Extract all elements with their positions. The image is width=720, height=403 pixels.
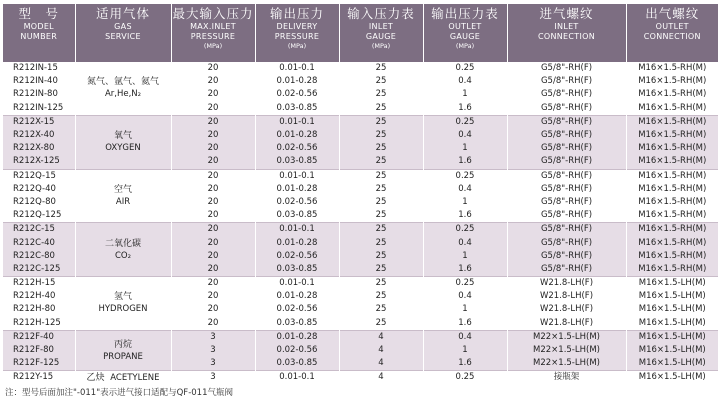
gas-name-zh: 氧气 bbox=[113, 131, 132, 142]
inlet-connection-cell: G5/8"-RH(F) bbox=[507, 250, 626, 263]
gas-name-en: OXYGEN bbox=[105, 143, 141, 154]
model-number-cell: R212H-80 bbox=[3, 303, 75, 316]
delivery-pressure-cell: 0.01-0.28 bbox=[255, 330, 339, 344]
outlet-connection-cell: M16×1.5-LH(M) bbox=[626, 344, 718, 357]
max-inlet-cell: 20 bbox=[171, 223, 255, 237]
delivery-pressure-cell: 0.01-0.1 bbox=[255, 371, 339, 385]
inlet-connection-cell: G5/8"-RH(F) bbox=[507, 102, 626, 116]
max-inlet-cell: 20 bbox=[171, 250, 255, 263]
gas-name-zh: 氮气、氩气、氦气 bbox=[86, 77, 159, 88]
model-number-cell: R212F-125 bbox=[3, 357, 75, 371]
max-inlet-cell: 20 bbox=[171, 142, 255, 155]
max-inlet-cell: 20 bbox=[171, 88, 255, 101]
max-inlet-cell: 20 bbox=[171, 115, 255, 129]
gas-service-cell bbox=[75, 223, 171, 277]
outlet-gauge-cell: 0.25 bbox=[423, 223, 507, 237]
delivery-pressure-cell: 0.01-0.1 bbox=[255, 223, 339, 237]
outlet-gauge-cell: 0.4 bbox=[423, 75, 507, 88]
outlet-gauge-cell: 1.6 bbox=[423, 357, 507, 371]
outlet-gauge-cell: 0.4 bbox=[423, 183, 507, 196]
model-number-cell: R212X-15 bbox=[3, 115, 75, 129]
inlet-gauge-cell: 4 bbox=[339, 344, 423, 357]
outlet-gauge-cell: 0.4 bbox=[423, 236, 507, 249]
delivery-pressure-cell: 0.01-0.1 bbox=[255, 115, 339, 129]
gas-name-zh: 丙烷 bbox=[113, 339, 132, 350]
inlet-connection-cell: G5/8"-RH(F) bbox=[507, 155, 626, 169]
gas-name-en: AIR bbox=[115, 196, 131, 207]
regulator-spec-table bbox=[3, 4, 718, 385]
delivery-pressure-cell: 0.01-0.1 bbox=[255, 169, 339, 183]
model-number-cell: R212Q-80 bbox=[3, 196, 75, 209]
model-number-cell: R212H-125 bbox=[3, 317, 75, 331]
outlet-gauge-cell: 1 bbox=[423, 250, 507, 263]
inlet-gauge-cell: 25 bbox=[339, 129, 423, 142]
outlet-connection-cell: M16×1.5-LH(M) bbox=[626, 330, 718, 344]
delivery-pressure-cell: 0.01-0.28 bbox=[255, 236, 339, 249]
col-header-inlet-connection: 进气螺纹 INLET CONNECTION bbox=[507, 4, 626, 62]
delivery-pressure-cell: 0.01-0.1 bbox=[255, 277, 339, 291]
inlet-connection-cell: W21.8-LH(F) bbox=[507, 290, 626, 303]
max-inlet-cell: 20 bbox=[171, 263, 255, 277]
inlet-connection-cell: 接瓶架 bbox=[507, 371, 626, 385]
inlet-connection-cell: W21.8-LH(F) bbox=[507, 303, 626, 316]
outlet-connection-cell: M16×1.5-RH(M) bbox=[626, 142, 718, 155]
inlet-gauge-cell: 25 bbox=[339, 142, 423, 155]
inlet-gauge-cell: 25 bbox=[339, 155, 423, 169]
col-header-outlet-gauge: 输出压力表 OUTLET GAUGE (MPa) bbox=[423, 4, 507, 62]
outlet-gauge-cell: 1.6 bbox=[423, 263, 507, 277]
max-inlet-cell: 20 bbox=[171, 62, 255, 75]
inlet-connection-cell: M22×1.5-LH(M) bbox=[507, 344, 626, 357]
outlet-gauge-cell: 0.4 bbox=[423, 330, 507, 344]
inlet-connection-cell: G5/8"-RH(F) bbox=[507, 88, 626, 101]
outlet-gauge-cell: 1.6 bbox=[423, 102, 507, 116]
gas-name-zh: 二氧化碳 bbox=[104, 238, 141, 249]
gas-service-cell bbox=[75, 371, 171, 385]
model-number-cell: R212C-125 bbox=[3, 263, 75, 277]
outlet-connection-cell: M16×1.5-LH(M) bbox=[626, 303, 718, 316]
outlet-gauge-cell: 0.25 bbox=[423, 371, 507, 385]
delivery-pressure-cell: 0.01-0.28 bbox=[255, 290, 339, 303]
inlet-connection-cell: G5/8"-RH(F) bbox=[507, 75, 626, 88]
delivery-pressure-cell: 0.03-0.85 bbox=[255, 102, 339, 116]
model-number-cell: R212H-40 bbox=[3, 290, 75, 303]
model-number-cell: R212X-80 bbox=[3, 142, 75, 155]
outlet-connection-cell: M16×1.5-LH(M) bbox=[626, 371, 718, 385]
gas-name-en: ACETYLENE bbox=[110, 372, 160, 383]
gas-name-en: Ar,He,N₂ bbox=[104, 89, 142, 100]
max-inlet-cell: 3 bbox=[171, 371, 255, 385]
model-number-cell: R212X-40 bbox=[3, 129, 75, 142]
outlet-connection-cell: M16×1.5-RH(M) bbox=[626, 250, 718, 263]
gas-service-cell bbox=[75, 169, 171, 223]
max-inlet-cell: 20 bbox=[171, 75, 255, 88]
inlet-gauge-cell: 25 bbox=[339, 250, 423, 263]
footnote: 注：型号后面加注"-011"表示进气接口适配与QF-011气瓶阀 bbox=[5, 388, 233, 398]
inlet-gauge-cell: 25 bbox=[339, 290, 423, 303]
inlet-connection-cell: G5/8"-RH(F) bbox=[507, 263, 626, 277]
outlet-connection-cell: M16×1.5-RH(M) bbox=[626, 115, 718, 129]
inlet-gauge-cell: 25 bbox=[339, 169, 423, 183]
max-inlet-cell: 20 bbox=[171, 129, 255, 142]
max-inlet-cell: 20 bbox=[171, 236, 255, 249]
outlet-connection-cell: M16×1.5-LH(M) bbox=[626, 277, 718, 291]
table-row bbox=[3, 62, 718, 75]
model-number-cell: R212IN-40 bbox=[3, 75, 75, 88]
inlet-gauge-cell: 25 bbox=[339, 317, 423, 331]
inlet-connection-cell: G5/8"-RH(F) bbox=[507, 183, 626, 196]
gas-service-cell bbox=[75, 115, 171, 169]
max-inlet-cell: 20 bbox=[171, 303, 255, 316]
gas-name-en: CO₂ bbox=[114, 250, 132, 261]
delivery-pressure-cell: 0.03-0.85 bbox=[255, 263, 339, 277]
outlet-connection-cell: M16×1.5-RH(M) bbox=[626, 209, 718, 223]
outlet-connection-cell: M16×1.5-RH(M) bbox=[626, 129, 718, 142]
header-row bbox=[3, 4, 718, 62]
max-inlet-cell: 20 bbox=[171, 290, 255, 303]
outlet-connection-cell: M16×1.5-RH(M) bbox=[626, 223, 718, 237]
model-number-cell: R212F-80 bbox=[3, 344, 75, 357]
max-inlet-cell: 20 bbox=[171, 209, 255, 223]
outlet-gauge-cell: 1 bbox=[423, 344, 507, 357]
outlet-connection-cell: M16×1.5-RH(M) bbox=[626, 102, 718, 116]
inlet-connection-cell: G5/8"-RH(F) bbox=[507, 223, 626, 237]
inlet-connection-cell: G5/8"-RH(F) bbox=[507, 196, 626, 209]
outlet-connection-cell: M16×1.5-RH(M) bbox=[626, 236, 718, 249]
inlet-gauge-cell: 25 bbox=[339, 236, 423, 249]
delivery-pressure-cell: 0.03-0.85 bbox=[255, 317, 339, 331]
max-inlet-cell: 20 bbox=[171, 183, 255, 196]
outlet-connection-cell: M16×1.5-LH(M) bbox=[626, 317, 718, 331]
inlet-connection-cell: G5/8"-RH(F) bbox=[507, 236, 626, 249]
gas-service-cell bbox=[75, 62, 171, 115]
model-number-cell: R212F-40 bbox=[3, 330, 75, 344]
max-inlet-cell: 20 bbox=[171, 102, 255, 116]
outlet-gauge-cell: 1 bbox=[423, 88, 507, 101]
inlet-gauge-cell: 4 bbox=[339, 371, 423, 385]
inlet-connection-cell: G5/8"-RH(F) bbox=[507, 169, 626, 183]
outlet-gauge-cell: 0.4 bbox=[423, 290, 507, 303]
outlet-gauge-cell: 0.25 bbox=[423, 169, 507, 183]
inlet-gauge-cell: 4 bbox=[339, 330, 423, 344]
max-inlet-cell: 3 bbox=[171, 344, 255, 357]
gas-name-en: HYDROGEN bbox=[98, 304, 148, 315]
inlet-connection-cell: W21.8-LH(F) bbox=[507, 277, 626, 291]
outlet-gauge-cell: 0.25 bbox=[423, 115, 507, 129]
outlet-connection-cell: M16×1.5-RH(M) bbox=[626, 88, 718, 101]
inlet-connection-cell: G5/8"-RH(F) bbox=[507, 209, 626, 223]
gas-name-zh: 空气 bbox=[113, 184, 132, 195]
inlet-connection-cell: G5/8"-RH(F) bbox=[507, 115, 626, 129]
max-inlet-cell: 20 bbox=[171, 317, 255, 331]
col-header-max-inlet: 最大输入压力 MAX.INLET PRESSURE (MPa) bbox=[171, 4, 255, 62]
outlet-gauge-cell: 0.25 bbox=[423, 277, 507, 291]
model-number-cell: R212Q-15 bbox=[3, 169, 75, 183]
max-inlet-cell: 20 bbox=[171, 169, 255, 183]
max-inlet-cell: 3 bbox=[171, 330, 255, 344]
model-number-cell: R212IN-80 bbox=[3, 88, 75, 101]
model-number-cell: R212Q-125 bbox=[3, 209, 75, 223]
delivery-pressure-cell: 0.01-0.28 bbox=[255, 129, 339, 142]
max-inlet-cell: 20 bbox=[171, 196, 255, 209]
table-row bbox=[3, 330, 718, 344]
inlet-gauge-cell: 25 bbox=[339, 209, 423, 223]
gas-name-zh: 乙炔 bbox=[86, 372, 105, 383]
outlet-gauge-cell: 0.4 bbox=[423, 129, 507, 142]
outlet-connection-cell: M16×1.5-RH(M) bbox=[626, 169, 718, 183]
delivery-pressure-cell: 0.02-0.56 bbox=[255, 303, 339, 316]
delivery-pressure-cell: 0.01-0.28 bbox=[255, 75, 339, 88]
max-inlet-cell: 3 bbox=[171, 357, 255, 371]
model-number-cell: R212X-125 bbox=[3, 155, 75, 169]
table-row bbox=[3, 371, 718, 385]
delivery-pressure-cell: 0.01-0.1 bbox=[255, 62, 339, 75]
col-header-delivery: 输出压力 DELIVERY PRESSURE (MPa) bbox=[255, 4, 339, 62]
inlet-gauge-cell: 25 bbox=[339, 75, 423, 88]
outlet-gauge-cell: 1.6 bbox=[423, 155, 507, 169]
outlet-gauge-cell: 1.6 bbox=[423, 209, 507, 223]
gas-service-cell bbox=[75, 330, 171, 371]
model-number-cell: R212Y-15 bbox=[3, 371, 75, 385]
gas-name-zh: 氢气 bbox=[113, 292, 132, 303]
inlet-connection-cell: G5/8"-RH(F) bbox=[507, 62, 626, 75]
col-header-model: 型 号 MODEL NUMBER bbox=[3, 4, 75, 62]
inlet-gauge-cell: 25 bbox=[339, 88, 423, 101]
inlet-gauge-cell: 25 bbox=[339, 196, 423, 209]
delivery-pressure-cell: 0.02-0.56 bbox=[255, 196, 339, 209]
delivery-pressure-cell: 0.01-0.28 bbox=[255, 183, 339, 196]
col-header-gas: 适用气体 GAS SERVICE bbox=[75, 4, 171, 62]
delivery-pressure-cell: 0.02-0.56 bbox=[255, 142, 339, 155]
model-number-cell: R212C-15 bbox=[3, 223, 75, 237]
model-number-cell: R212H-15 bbox=[3, 277, 75, 291]
table-row bbox=[3, 169, 718, 183]
gas-name-en: PROPANE bbox=[103, 351, 143, 362]
outlet-gauge-cell: 1 bbox=[423, 142, 507, 155]
outlet-connection-cell: M16×1.5-RH(M) bbox=[626, 183, 718, 196]
model-number-cell: R212Q-40 bbox=[3, 183, 75, 196]
col-header-inlet-gauge: 输入压力表 INLET GAUGE (MPa) bbox=[339, 4, 423, 62]
outlet-gauge-cell: 0.25 bbox=[423, 62, 507, 75]
outlet-connection-cell: M16×1.5-RH(M) bbox=[626, 62, 718, 75]
delivery-pressure-cell: 0.02-0.56 bbox=[255, 344, 339, 357]
inlet-gauge-cell: 25 bbox=[339, 223, 423, 237]
table-body bbox=[3, 62, 718, 385]
outlet-connection-cell: M16×1.5-RH(M) bbox=[626, 75, 718, 88]
inlet-gauge-cell: 25 bbox=[339, 183, 423, 196]
model-number-cell: R212C-80 bbox=[3, 250, 75, 263]
col-header-outlet-connection: 出气螺纹 OUTLET CONNECTION bbox=[626, 4, 718, 62]
outlet-connection-cell: M16×1.5-LH(M) bbox=[626, 357, 718, 371]
inlet-connection-cell: M22×1.5-LH(M) bbox=[507, 357, 626, 371]
outlet-connection-cell: M16×1.5-RH(M) bbox=[626, 263, 718, 277]
delivery-pressure-cell: 0.03-0.85 bbox=[255, 155, 339, 169]
outlet-connection-cell: M16×1.5-LH(M) bbox=[626, 290, 718, 303]
delivery-pressure-cell: 0.02-0.56 bbox=[255, 250, 339, 263]
inlet-gauge-cell: 25 bbox=[339, 263, 423, 277]
inlet-connection-cell: G5/8"-RH(F) bbox=[507, 129, 626, 142]
inlet-connection-cell: W21.8-LH(F) bbox=[507, 317, 626, 331]
delivery-pressure-cell: 0.03-0.85 bbox=[255, 209, 339, 223]
table-row bbox=[3, 277, 718, 291]
inlet-connection-cell: G5/8"-RH(F) bbox=[507, 142, 626, 155]
inlet-connection-cell: M22×1.5-LH(M) bbox=[507, 330, 626, 344]
model-number-cell: R212IN-125 bbox=[3, 102, 75, 116]
outlet-connection-cell: M16×1.5-RH(M) bbox=[626, 155, 718, 169]
max-inlet-cell: 20 bbox=[171, 155, 255, 169]
outlet-gauge-cell: 1.6 bbox=[423, 317, 507, 331]
outlet-connection-cell: M16×1.5-RH(M) bbox=[626, 196, 718, 209]
inlet-gauge-cell: 25 bbox=[339, 62, 423, 75]
table-row bbox=[3, 115, 718, 129]
inlet-gauge-cell: 4 bbox=[339, 357, 423, 371]
inlet-gauge-cell: 25 bbox=[339, 102, 423, 116]
table-row bbox=[3, 223, 718, 237]
outlet-gauge-cell: 1 bbox=[423, 196, 507, 209]
model-number-cell: R212C-40 bbox=[3, 236, 75, 249]
outlet-gauge-cell: 1 bbox=[423, 303, 507, 316]
inlet-gauge-cell: 25 bbox=[339, 277, 423, 291]
gas-service-cell bbox=[75, 277, 171, 331]
model-number-cell: R212IN-15 bbox=[3, 62, 75, 75]
delivery-pressure-cell: 0.03-0.85 bbox=[255, 357, 339, 371]
delivery-pressure-cell: 0.02-0.56 bbox=[255, 88, 339, 101]
inlet-gauge-cell: 25 bbox=[339, 115, 423, 129]
max-inlet-cell: 20 bbox=[171, 277, 255, 291]
inlet-gauge-cell: 25 bbox=[339, 303, 423, 316]
